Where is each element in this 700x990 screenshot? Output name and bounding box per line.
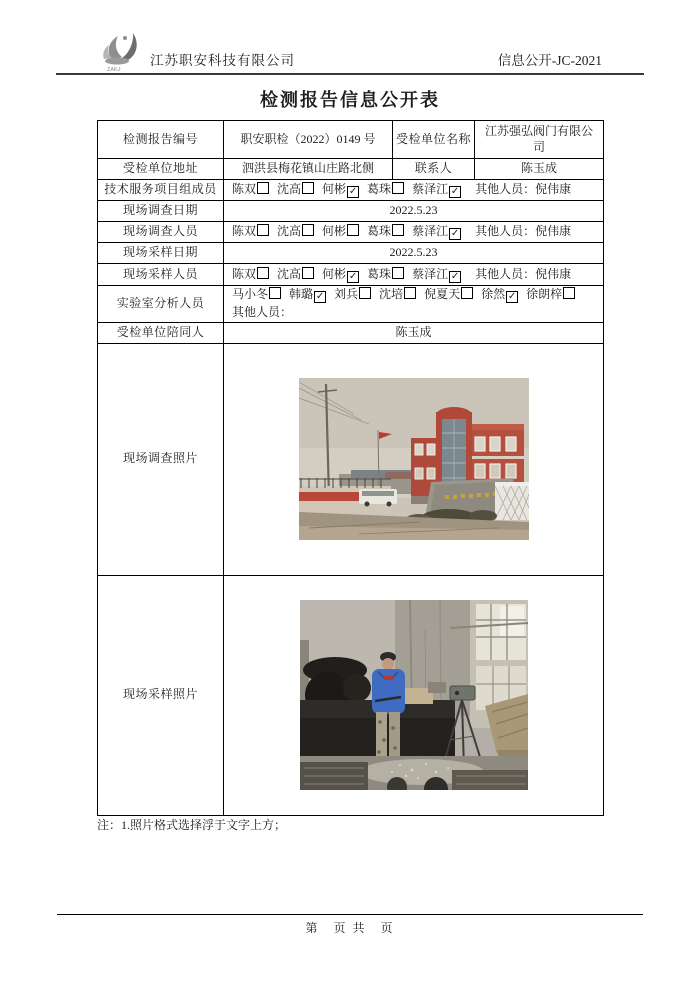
member-name: 徐朗梓 <box>526 287 563 301</box>
member-name: 徐然 <box>481 287 506 301</box>
others-label: 其他人员： <box>475 266 536 281</box>
survey-staff-label: 现场调查人员 <box>98 222 224 243</box>
table-row <box>98 243 604 264</box>
table-row <box>98 286 604 323</box>
checkbox-checked-icon: ✓ <box>507 291 517 302</box>
checkbox-unchecked-icon <box>392 224 404 236</box>
lab-members-cell <box>224 286 604 323</box>
member-item <box>277 224 314 238</box>
others-label: 其他人员： <box>475 182 536 196</box>
checkbox-unchecked-icon <box>302 224 314 236</box>
checkbox-unchecked-icon <box>347 224 359 236</box>
sampling-members-cell <box>224 264 604 286</box>
member-name: 蔡泽江 <box>412 266 449 281</box>
member-item <box>232 287 281 301</box>
factory-building-photo <box>299 378 529 540</box>
lab-label: 实验室分析人员 <box>98 286 224 323</box>
unit-name-label: 受检单位名称 <box>393 121 475 159</box>
company-logo-icon <box>98 30 144 72</box>
checkbox-checked-icon: ✓ <box>450 186 460 197</box>
checkbox-unchecked-icon <box>392 182 404 194</box>
member-item <box>526 287 575 301</box>
member-item <box>424 287 473 301</box>
workshop-sampling-photo <box>300 600 528 790</box>
checkbox-unchecked-icon <box>359 287 371 299</box>
logo-text: ZAKJ <box>107 67 121 72</box>
member-name: 蔡泽江 <box>412 224 449 238</box>
member-item <box>232 267 269 281</box>
table-row <box>98 121 604 159</box>
checkbox-checked-icon: ✓ <box>348 270 358 282</box>
checkbox-unchecked-icon <box>269 287 281 299</box>
sampling-staff-label: 现场采样人员 <box>98 264 224 286</box>
lab-others-line <box>232 304 601 322</box>
contact-value: 陈玉成 <box>475 159 604 180</box>
member-checklist <box>232 182 469 196</box>
member-name: 葛珠 <box>367 182 392 196</box>
member-name: 何彬 <box>322 182 347 196</box>
checkbox-unchecked-icon <box>257 267 269 279</box>
member-item <box>232 224 269 238</box>
member-item <box>412 267 461 281</box>
checkbox-unchecked-icon <box>392 267 404 279</box>
table-row <box>98 159 604 180</box>
table-row <box>98 322 604 343</box>
team-members-cell <box>224 180 604 201</box>
others-label: 其他人员： <box>475 224 536 238</box>
member-name: 何彬 <box>322 266 347 281</box>
sampling-photo <box>226 600 601 790</box>
member-name: 沈高 <box>277 266 302 281</box>
unit-name-value: 江苏强弘阀门有限公司 <box>475 121 604 159</box>
checkbox-checked-icon: ✓ <box>315 291 325 302</box>
sampling-photo-label: 现场采样照片 <box>98 575 224 815</box>
member-name: 何彬 <box>322 224 347 238</box>
member-item <box>412 182 461 196</box>
company-name: 江苏职安科技有限公司 <box>150 53 295 68</box>
member-item <box>412 224 461 238</box>
survey-photo-cell <box>224 343 604 575</box>
sampling-date-label: 现场采样日期 <box>98 243 224 264</box>
checkbox-checked-icon: ✓ <box>348 186 358 197</box>
member-name: 陈双 <box>232 266 257 281</box>
others-value: 倪伟康 <box>535 182 572 196</box>
table-row <box>98 201 604 222</box>
sampling-date-value: 2022.5.23 <box>224 243 604 264</box>
table-row <box>98 180 604 201</box>
contact-label: 联系人 <box>393 159 475 180</box>
member-name: 马小冬 <box>232 287 269 301</box>
checkbox-unchecked-icon <box>404 287 416 299</box>
member-item <box>322 224 359 238</box>
member-name: 沈高 <box>277 182 302 196</box>
survey-photo <box>226 378 601 540</box>
checkbox-unchecked-icon <box>257 224 269 236</box>
checkbox-unchecked-icon <box>461 287 473 299</box>
member-name: 陈双 <box>232 182 257 196</box>
table-row <box>98 575 604 815</box>
checkbox-unchecked-icon <box>563 287 575 299</box>
member-name: 刘兵 <box>334 287 359 301</box>
member-name: 沈培 <box>379 287 404 301</box>
page-header <box>56 26 644 75</box>
checkbox-unchecked-icon <box>257 182 269 194</box>
table-row <box>98 264 604 286</box>
member-item <box>277 182 314 196</box>
member-item <box>367 267 404 281</box>
member-item <box>277 267 314 281</box>
report-no-value: 职安职检（2022）0149 号 <box>224 121 393 159</box>
checkbox-unchecked-icon <box>302 267 314 279</box>
member-item <box>481 287 518 301</box>
survey-date-label: 现场调查日期 <box>98 201 224 222</box>
member-name: 倪夏天 <box>424 287 461 301</box>
survey-photo-label: 现场调查照片 <box>98 343 224 575</box>
member-name: 葛珠 <box>367 224 392 238</box>
checkbox-checked-icon: ✓ <box>450 228 460 239</box>
survey-date-value: 2022.5.23 <box>224 201 604 222</box>
page-title: 检测报告信息公开表 <box>260 90 440 110</box>
member-name: 蔡泽江 <box>412 182 449 196</box>
info-table <box>97 120 604 816</box>
member-checklist <box>232 224 469 238</box>
member-name: 葛珠 <box>367 266 392 281</box>
team-label: 技术服务项目组成员 <box>98 180 224 201</box>
lab-members-line <box>232 286 601 304</box>
accompany-label: 受检单位陪同人 <box>98 322 224 343</box>
address-value: 泗洪县梅花镇山庄路北侧 <box>224 159 393 180</box>
address-label: 受检单位地址 <box>98 159 224 180</box>
member-item <box>322 182 359 196</box>
table-row <box>98 222 604 243</box>
member-item <box>232 182 269 196</box>
member-item <box>379 287 416 301</box>
note-text: 注：1.照片格式选择浮于文字上方； <box>97 818 287 832</box>
doc-code: 信息公开-JC-2021 <box>497 53 602 68</box>
report-no-label: 检测报告编号 <box>98 121 224 159</box>
table-row <box>98 343 604 575</box>
member-item <box>289 287 326 301</box>
member-checklist <box>232 287 583 301</box>
member-item <box>367 224 404 238</box>
others-value: 倪伟康 <box>535 266 572 281</box>
checkbox-checked-icon: ✓ <box>450 270 460 282</box>
survey-members-cell <box>224 222 604 243</box>
checkbox-unchecked-icon <box>302 182 314 194</box>
page-number-text: 第 页 共 页 <box>305 921 395 935</box>
member-name: 沈高 <box>277 224 302 238</box>
member-item <box>322 267 359 281</box>
sampling-photo-cell <box>224 575 604 815</box>
member-item <box>367 182 404 196</box>
accompany-value: 陈玉成 <box>224 322 604 343</box>
member-name: 韩璐 <box>289 287 314 301</box>
others-value: 倪伟康 <box>535 224 572 238</box>
member-checklist <box>232 267 469 281</box>
others-label: 其他人员： <box>232 305 293 319</box>
member-item <box>334 287 371 301</box>
footer-divider <box>57 914 643 915</box>
member-name: 陈双 <box>232 224 257 238</box>
